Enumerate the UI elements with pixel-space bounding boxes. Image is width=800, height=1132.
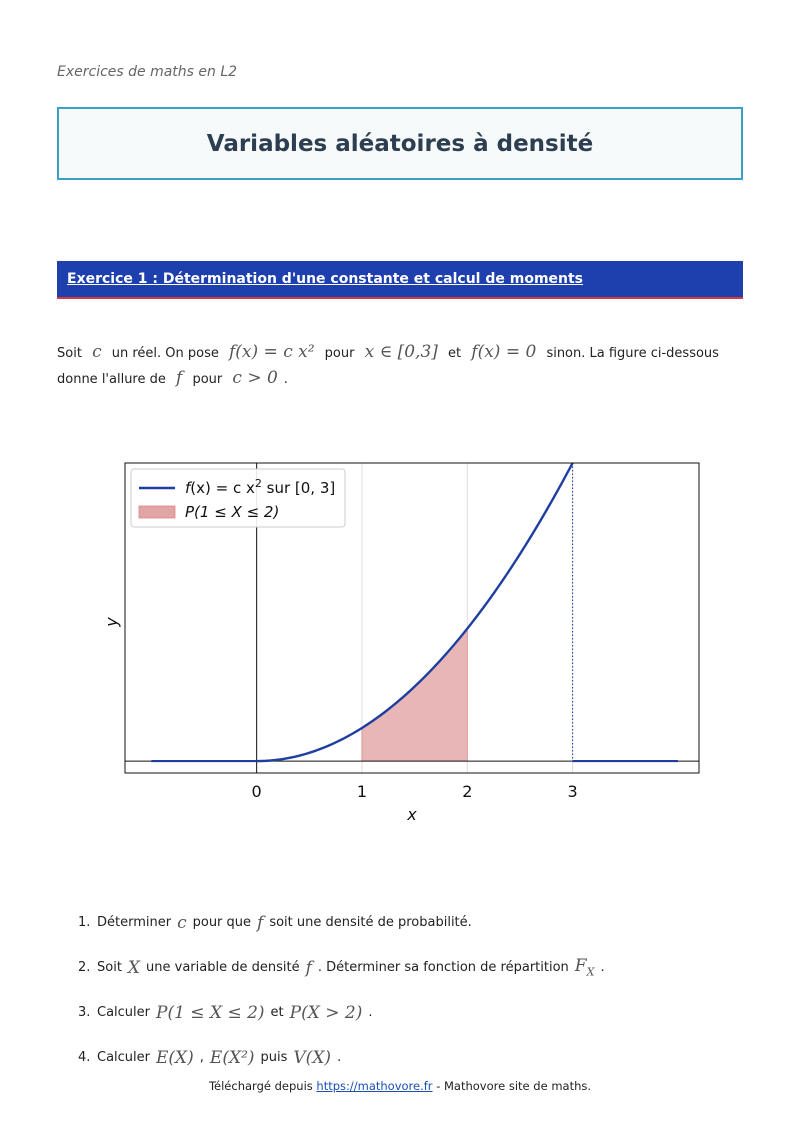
question-text: Déterminer bbox=[97, 915, 172, 930]
exercise-banner bbox=[57, 261, 743, 299]
question-number: 1. bbox=[78, 915, 91, 930]
math-interval: x ∈ [0,3] bbox=[364, 342, 438, 362]
question-text: . bbox=[368, 1005, 373, 1020]
intro-text: donne l'allure de bbox=[57, 372, 166, 387]
question-text: puis bbox=[260, 1050, 288, 1065]
question-text: , bbox=[199, 1050, 204, 1065]
intro-text: et bbox=[448, 346, 462, 361]
math-f-def: f(x) = c x² bbox=[229, 342, 315, 362]
math-x: X bbox=[127, 957, 141, 978]
x-tick-label: 3 bbox=[567, 782, 578, 801]
question-item bbox=[78, 945, 758, 990]
chart-svg bbox=[95, 455, 715, 835]
question-item bbox=[78, 900, 758, 945]
footer bbox=[0, 1079, 800, 1093]
question-text: une variable de densité bbox=[146, 960, 300, 975]
legend-fill-swatch bbox=[139, 506, 175, 518]
math-f: f bbox=[176, 368, 183, 388]
question-text: pour que bbox=[192, 915, 252, 930]
x-tick-label: 1 bbox=[356, 782, 368, 801]
exercise-title: Exercice 1 : Détermination d'une constante et calcul de moments bbox=[67, 271, 584, 287]
x-axis-label: x bbox=[407, 805, 417, 824]
intro-text: pour bbox=[324, 346, 355, 361]
math-cdf bbox=[569, 956, 601, 978]
intro-text: Soit bbox=[57, 346, 82, 361]
math-f: f bbox=[305, 957, 312, 978]
question-text: . bbox=[600, 960, 605, 975]
footer-suffix: - Mathovore site de maths. bbox=[436, 1079, 592, 1093]
question-number: 2. bbox=[78, 960, 91, 975]
question-item bbox=[78, 990, 758, 1035]
question-number: 4. bbox=[78, 1050, 91, 1065]
math-prob-between: P(1 ≤ X ≤ 2) bbox=[156, 1002, 265, 1023]
question-item bbox=[78, 1035, 758, 1080]
math-expectation: E(X) bbox=[156, 1047, 194, 1068]
math-prob-greater: P(X > 2) bbox=[289, 1002, 363, 1023]
intro-text: un réel. On pose bbox=[111, 346, 219, 361]
question-text: Calculer bbox=[97, 1005, 150, 1020]
math-f-zero: f(x) = 0 bbox=[471, 342, 537, 362]
question-text: et bbox=[270, 1005, 284, 1020]
question-number: 3. bbox=[78, 1005, 91, 1020]
intro-text: . bbox=[283, 372, 288, 387]
math-c: c bbox=[92, 342, 102, 362]
math-cdf-sub: X bbox=[586, 965, 595, 979]
x-tick-label: 2 bbox=[462, 782, 473, 801]
intro-text: sinon. La figure ci-dessous bbox=[546, 346, 719, 361]
x-tick-label: 0 bbox=[251, 782, 262, 801]
math-c-positive: c > 0 bbox=[232, 368, 278, 388]
legend-label-area: P(1 ≤ X ≤ 2) bbox=[185, 503, 280, 521]
y-axis-label: y bbox=[102, 617, 121, 627]
math-expectation-square: E(X²) bbox=[209, 1047, 255, 1068]
question-text: . bbox=[337, 1050, 342, 1065]
title-box bbox=[57, 107, 743, 180]
question-text: . Déterminer sa fonction de répartition bbox=[317, 960, 569, 975]
question-text: Calculer bbox=[97, 1050, 150, 1065]
question-text: soit une densité de probabilité. bbox=[269, 915, 472, 930]
intro-text: pour bbox=[192, 372, 223, 387]
math-variance: V(X) bbox=[293, 1047, 332, 1068]
legend-label-series: f(x) = c $x^2$ sur [0, 3] bbox=[185, 477, 336, 497]
footer-prefix: Téléchargé depuis bbox=[208, 1079, 313, 1093]
question-list bbox=[78, 900, 758, 1080]
footer-link[interactable]: https://mathovore.fr bbox=[316, 1079, 433, 1093]
density-chart bbox=[95, 455, 715, 835]
page-title: Variables aléatoires à densité bbox=[206, 130, 594, 157]
math-cdf-f: F bbox=[574, 956, 587, 977]
exercise-intro bbox=[57, 340, 747, 392]
question-text: Soit bbox=[97, 960, 122, 975]
header-note: Exercices de maths en L2 bbox=[57, 64, 238, 80]
math-f: f bbox=[257, 912, 264, 933]
math-c: c bbox=[177, 912, 187, 933]
